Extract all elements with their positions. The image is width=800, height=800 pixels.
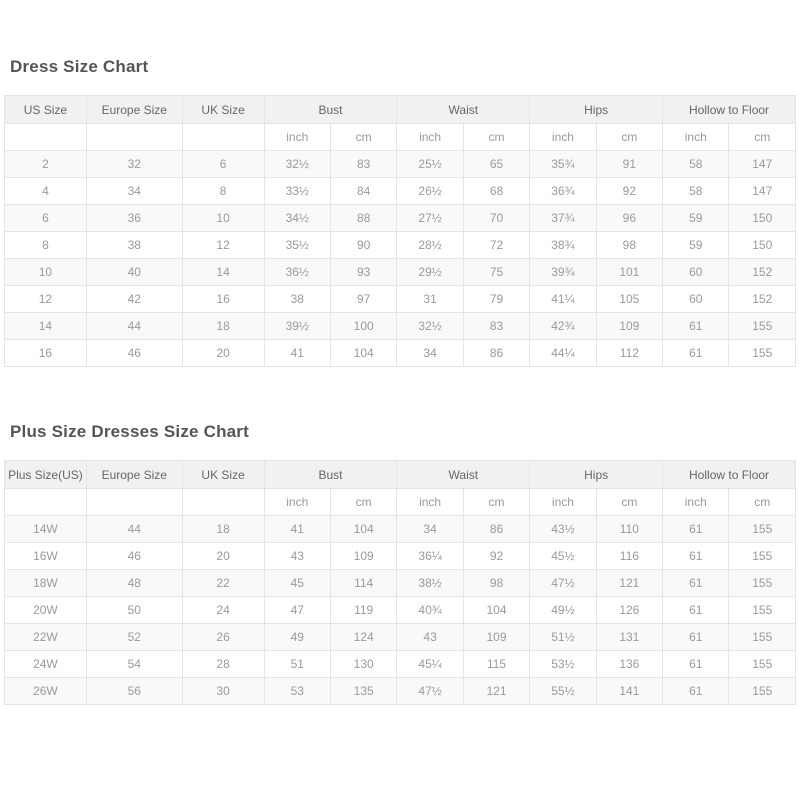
cell: 47½ xyxy=(530,570,596,597)
cell: 155 xyxy=(729,570,796,597)
dress-size-chart-title: Dress Size Chart xyxy=(10,57,149,76)
header-row xyxy=(5,96,796,124)
cell: 10 xyxy=(5,259,87,286)
cell: 61 xyxy=(663,624,729,651)
cell: 51 xyxy=(264,651,330,678)
cell: 55½ xyxy=(530,678,596,705)
cell: 60 xyxy=(663,286,729,313)
cell: 29½ xyxy=(397,259,463,286)
cell: 136 xyxy=(596,651,662,678)
table-row xyxy=(5,570,796,597)
cell: 34 xyxy=(397,340,463,367)
cell: 152 xyxy=(729,286,796,313)
cell: 36 xyxy=(86,205,182,232)
cell: 2 xyxy=(5,151,87,178)
column-header: Hollow to Floor xyxy=(663,96,796,124)
cell: 83 xyxy=(330,151,396,178)
cell: 72 xyxy=(463,232,529,259)
cell: 121 xyxy=(463,678,529,705)
cell: 105 xyxy=(596,286,662,313)
table-row xyxy=(5,340,796,367)
cell: 58 xyxy=(663,151,729,178)
unit-header: inch xyxy=(264,124,330,151)
table-row xyxy=(5,313,796,340)
header-row xyxy=(5,461,796,489)
cell: 155 xyxy=(729,651,796,678)
cell: 59 xyxy=(663,232,729,259)
cell: 147 xyxy=(729,178,796,205)
table-row xyxy=(5,286,796,313)
cell: 100 xyxy=(330,313,396,340)
cell: 45 xyxy=(264,570,330,597)
cell: 126 xyxy=(596,597,662,624)
column-header: Hollow to Floor xyxy=(663,461,796,489)
cell: 38½ xyxy=(397,570,463,597)
cell: 147 xyxy=(729,151,796,178)
cell: 119 xyxy=(330,597,396,624)
cell: 40 xyxy=(86,259,182,286)
cell: 46 xyxy=(86,340,182,367)
empty-header-cell xyxy=(5,489,87,516)
cell: 43 xyxy=(264,543,330,570)
cell: 86 xyxy=(463,340,529,367)
cell: 26½ xyxy=(397,178,463,205)
cell: 38 xyxy=(264,286,330,313)
unit-header: cm xyxy=(729,489,796,516)
cell: 53 xyxy=(264,678,330,705)
unit-header: inch xyxy=(530,489,596,516)
cell: 52 xyxy=(86,624,182,651)
cell: 22W xyxy=(5,624,87,651)
cell: 35½ xyxy=(264,232,330,259)
cell: 61 xyxy=(663,651,729,678)
cell: 14W xyxy=(5,516,87,543)
cell: 90 xyxy=(330,232,396,259)
cell: 12 xyxy=(182,232,264,259)
cell: 104 xyxy=(463,597,529,624)
column-header: US Size xyxy=(5,96,87,124)
cell: 18W xyxy=(5,570,87,597)
unit-header: inch xyxy=(397,489,463,516)
cell: 45¼ xyxy=(397,651,463,678)
unit-header-row xyxy=(5,489,796,516)
table-row xyxy=(5,543,796,570)
cell: 97 xyxy=(330,286,396,313)
cell: 53½ xyxy=(530,651,596,678)
cell: 61 xyxy=(663,570,729,597)
column-header: Bust xyxy=(264,96,397,124)
column-header: Europe Size xyxy=(86,96,182,124)
cell: 121 xyxy=(596,570,662,597)
unit-header: cm xyxy=(729,124,796,151)
unit-header: cm xyxy=(596,489,662,516)
cell: 155 xyxy=(729,543,796,570)
cell: 83 xyxy=(463,313,529,340)
cell: 60 xyxy=(663,259,729,286)
cell: 49 xyxy=(264,624,330,651)
cell: 14 xyxy=(5,313,87,340)
cell: 88 xyxy=(330,205,396,232)
cell: 41 xyxy=(264,516,330,543)
table-row xyxy=(5,232,796,259)
column-header: UK Size xyxy=(182,96,264,124)
cell: 56 xyxy=(86,678,182,705)
cell: 35¾ xyxy=(530,151,596,178)
cell: 48 xyxy=(86,570,182,597)
cell: 39¾ xyxy=(530,259,596,286)
cell: 93 xyxy=(330,259,396,286)
cell: 141 xyxy=(596,678,662,705)
empty-header-cell xyxy=(182,124,264,151)
cell: 155 xyxy=(729,313,796,340)
cell: 34 xyxy=(86,178,182,205)
cell: 41¼ xyxy=(530,286,596,313)
cell: 30 xyxy=(182,678,264,705)
cell: 38 xyxy=(86,232,182,259)
cell: 6 xyxy=(182,151,264,178)
cell: 61 xyxy=(663,516,729,543)
table-row xyxy=(5,651,796,678)
cell: 10 xyxy=(182,205,264,232)
cell: 96 xyxy=(596,205,662,232)
cell: 20 xyxy=(182,543,264,570)
cell: 110 xyxy=(596,516,662,543)
cell: 44¼ xyxy=(530,340,596,367)
cell: 42¾ xyxy=(530,313,596,340)
unit-header: inch xyxy=(663,124,729,151)
cell: 112 xyxy=(596,340,662,367)
table-row xyxy=(5,259,796,286)
cell: 47 xyxy=(264,597,330,624)
cell: 61 xyxy=(663,313,729,340)
column-header: Waist xyxy=(397,96,530,124)
cell: 46 xyxy=(86,543,182,570)
cell: 114 xyxy=(330,570,396,597)
cell: 92 xyxy=(463,543,529,570)
cell: 70 xyxy=(463,205,529,232)
cell: 32½ xyxy=(397,313,463,340)
cell: 39½ xyxy=(264,313,330,340)
table-row xyxy=(5,205,796,232)
cell: 109 xyxy=(330,543,396,570)
cell: 36¾ xyxy=(530,178,596,205)
cell: 61 xyxy=(663,543,729,570)
cell: 34½ xyxy=(264,205,330,232)
cell: 44 xyxy=(86,516,182,543)
cell: 45½ xyxy=(530,543,596,570)
cell: 61 xyxy=(663,678,729,705)
cell: 12 xyxy=(5,286,87,313)
cell: 101 xyxy=(596,259,662,286)
table-row xyxy=(5,597,796,624)
cell: 109 xyxy=(596,313,662,340)
cell: 38¾ xyxy=(530,232,596,259)
cell: 124 xyxy=(330,624,396,651)
unit-header: cm xyxy=(463,124,529,151)
cell: 61 xyxy=(663,340,729,367)
unit-header: inch xyxy=(264,489,330,516)
cell: 24 xyxy=(182,597,264,624)
cell: 26W xyxy=(5,678,87,705)
cell: 6 xyxy=(5,205,87,232)
cell: 4 xyxy=(5,178,87,205)
cell: 33½ xyxy=(264,178,330,205)
cell: 14 xyxy=(182,259,264,286)
cell: 18 xyxy=(182,313,264,340)
dress-size-chart-section xyxy=(4,0,796,367)
cell: 31 xyxy=(397,286,463,313)
cell: 40¾ xyxy=(397,597,463,624)
cell: 59 xyxy=(663,205,729,232)
cell: 25½ xyxy=(397,151,463,178)
column-header: Hips xyxy=(530,96,663,124)
table-row xyxy=(5,516,796,543)
cell: 116 xyxy=(596,543,662,570)
cell: 91 xyxy=(596,151,662,178)
empty-header-cell xyxy=(86,124,182,151)
cell: 16 xyxy=(182,286,264,313)
cell: 98 xyxy=(596,232,662,259)
plus-size-chart-title: Plus Size Dresses Size Chart xyxy=(10,422,249,441)
plus-size-chart-table xyxy=(4,460,796,705)
cell: 27½ xyxy=(397,205,463,232)
cell: 84 xyxy=(330,178,396,205)
empty-header-cell xyxy=(5,124,87,151)
cell: 16W xyxy=(5,543,87,570)
empty-header-cell xyxy=(86,489,182,516)
cell: 44 xyxy=(86,313,182,340)
cell: 8 xyxy=(182,178,264,205)
cell: 75 xyxy=(463,259,529,286)
unit-header: inch xyxy=(663,489,729,516)
unit-header: cm xyxy=(330,124,396,151)
cell: 47½ xyxy=(397,678,463,705)
column-header: Waist xyxy=(397,461,530,489)
cell: 98 xyxy=(463,570,529,597)
column-header: UK Size xyxy=(182,461,264,489)
column-header: Plus Size(US) xyxy=(5,461,87,489)
cell: 36¼ xyxy=(397,543,463,570)
cell: 49½ xyxy=(530,597,596,624)
unit-header: inch xyxy=(397,124,463,151)
cell: 18 xyxy=(182,516,264,543)
cell: 150 xyxy=(729,205,796,232)
plus-size-chart-section xyxy=(4,367,796,705)
column-header: Hips xyxy=(530,461,663,489)
cell: 86 xyxy=(463,516,529,543)
cell: 36½ xyxy=(264,259,330,286)
cell: 92 xyxy=(596,178,662,205)
column-header: Europe Size xyxy=(86,461,182,489)
cell: 135 xyxy=(330,678,396,705)
cell: 155 xyxy=(729,678,796,705)
column-header: Bust xyxy=(264,461,397,489)
cell: 20 xyxy=(182,340,264,367)
cell: 130 xyxy=(330,651,396,678)
unit-header-row xyxy=(5,124,796,151)
unit-header: cm xyxy=(330,489,396,516)
unit-header: inch xyxy=(530,124,596,151)
dress-size-chart-table xyxy=(4,95,796,367)
cell: 50 xyxy=(86,597,182,624)
cell: 34 xyxy=(397,516,463,543)
unit-header: cm xyxy=(596,124,662,151)
cell: 54 xyxy=(86,651,182,678)
cell: 20W xyxy=(5,597,87,624)
cell: 51½ xyxy=(530,624,596,651)
cell: 61 xyxy=(663,597,729,624)
empty-header-cell xyxy=(182,489,264,516)
cell: 37¾ xyxy=(530,205,596,232)
cell: 8 xyxy=(5,232,87,259)
cell: 28 xyxy=(182,651,264,678)
cell: 104 xyxy=(330,516,396,543)
cell: 16 xyxy=(5,340,87,367)
cell: 109 xyxy=(463,624,529,651)
cell: 152 xyxy=(729,259,796,286)
cell: 32½ xyxy=(264,151,330,178)
cell: 42 xyxy=(86,286,182,313)
cell: 155 xyxy=(729,624,796,651)
cell: 150 xyxy=(729,232,796,259)
table-row xyxy=(5,178,796,205)
cell: 28½ xyxy=(397,232,463,259)
cell: 43 xyxy=(397,624,463,651)
cell: 104 xyxy=(330,340,396,367)
cell: 115 xyxy=(463,651,529,678)
unit-header: cm xyxy=(463,489,529,516)
cell: 22 xyxy=(182,570,264,597)
table-row xyxy=(5,151,796,178)
table-row xyxy=(5,624,796,651)
cell: 24W xyxy=(5,651,87,678)
cell: 131 xyxy=(596,624,662,651)
cell: 155 xyxy=(729,340,796,367)
cell: 43½ xyxy=(530,516,596,543)
cell: 58 xyxy=(663,178,729,205)
cell: 79 xyxy=(463,286,529,313)
cell: 68 xyxy=(463,178,529,205)
cell: 41 xyxy=(264,340,330,367)
table-row xyxy=(5,678,796,705)
cell: 155 xyxy=(729,597,796,624)
cell: 32 xyxy=(86,151,182,178)
cell: 65 xyxy=(463,151,529,178)
cell: 155 xyxy=(729,516,796,543)
cell: 26 xyxy=(182,624,264,651)
